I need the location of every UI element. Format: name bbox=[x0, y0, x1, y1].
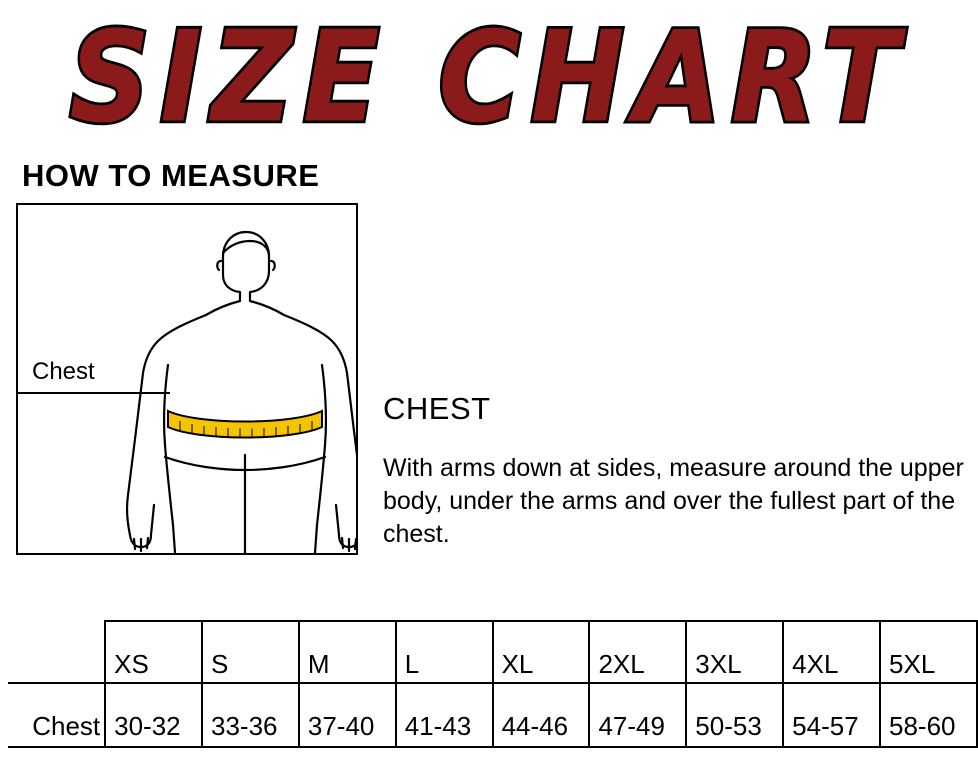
chest-callout-label: Chest bbox=[32, 358, 95, 385]
table-cell-chest-5xl: 58-60 bbox=[880, 683, 977, 747]
table-header-cell-3xl: 3XL bbox=[686, 621, 783, 683]
table-header-cell-4xl: 4XL bbox=[783, 621, 880, 683]
table-cell-chest-l: 41-43 bbox=[396, 683, 493, 747]
table-row bbox=[8, 683, 977, 747]
how-to-measure-heading: HOW TO MEASURE bbox=[22, 158, 320, 193]
table-header-cell-s: S bbox=[202, 621, 299, 683]
table-header-cell-m: M bbox=[299, 621, 396, 683]
table-cell-chest-2xl: 47-49 bbox=[589, 683, 686, 747]
description-body: With arms down at sides, measure around the upper body, under the arms and over the fullest part of the chest. bbox=[383, 454, 964, 548]
table-cell-chest-m: 37-40 bbox=[299, 683, 396, 747]
description-heading: CHEST bbox=[383, 391, 491, 426]
page-title: SIZE CHART bbox=[69, 5, 909, 151]
table-corner-cell bbox=[8, 621, 105, 683]
table-header-cell-xl: XL bbox=[493, 621, 590, 683]
table-header-cell-l: L bbox=[396, 621, 493, 683]
table-row-label-chest: Chest bbox=[8, 683, 105, 747]
table-cell-chest-4xl: 54-57 bbox=[783, 683, 880, 747]
table-header-cell-5xl: 5XL bbox=[880, 621, 977, 683]
table-header-cell-2xl: 2XL bbox=[589, 621, 686, 683]
page-title-banner bbox=[0, 0, 978, 151]
table-header-row bbox=[8, 621, 977, 683]
table-cell-chest-xs: 30-32 bbox=[105, 683, 202, 747]
size-table bbox=[8, 620, 978, 748]
table-cell-chest-s: 33-36 bbox=[202, 683, 299, 747]
table-header-cell-xs: XS bbox=[105, 621, 202, 683]
table-cell-chest-3xl: 50-53 bbox=[686, 683, 783, 747]
table-cell-chest-xl: 44-46 bbox=[493, 683, 590, 747]
tape-measure-icon bbox=[168, 411, 322, 439]
